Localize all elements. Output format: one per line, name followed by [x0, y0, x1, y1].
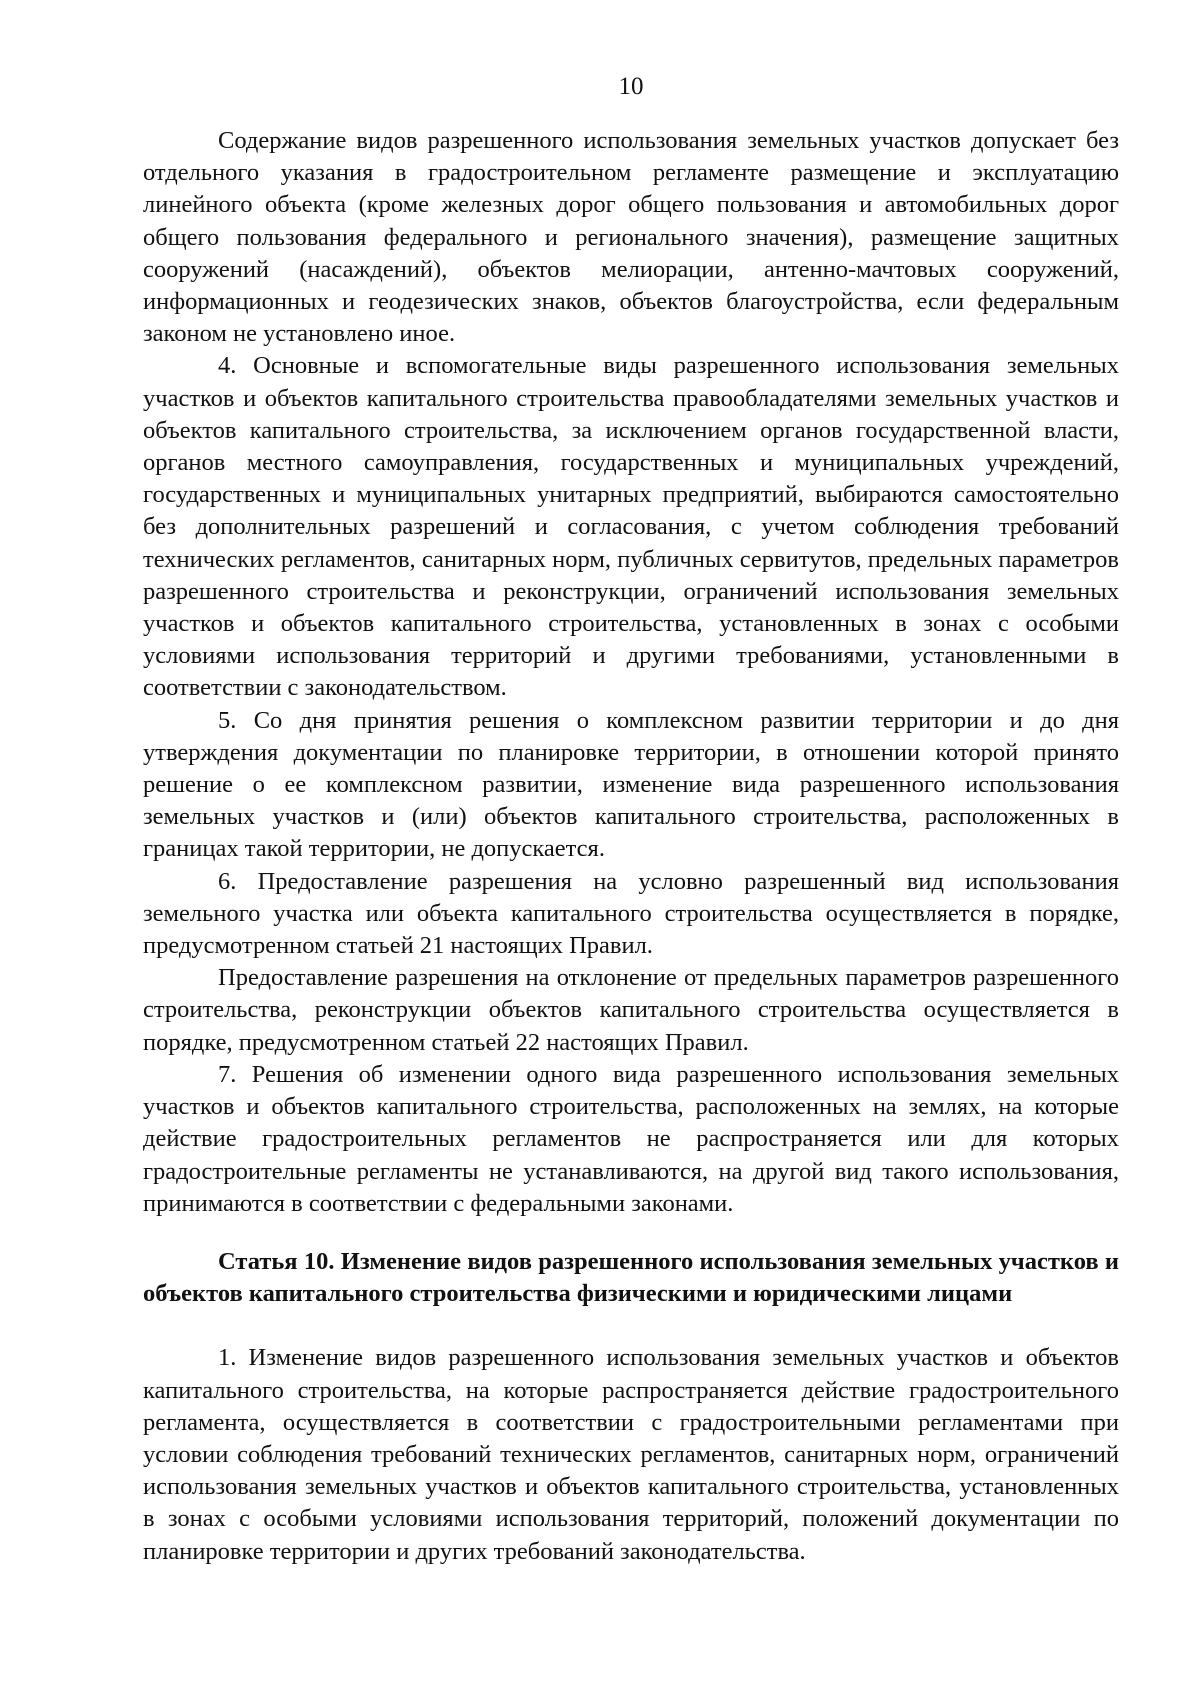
paragraph-item-7: 7. Решения об изменении одного вида разрешенного использования земельных участков и объектов капитального строительства, расположенных на землях, на которые действие градостроительных регламентов не распространяется или для которых градостроительные регламенты не устанавливаются, на другой вид такого использования, принимаются в соответствии с федеральными законами.	[143, 1060, 1119, 1217]
paragraph-item-6: 6. Предоставление разрешения на условно разрешенный вид использования земельного участка или объекта капитального строительства осуществляется в порядке, предусмотренном статьей 21 настоящих Правил.	[143, 867, 1119, 960]
paragraph-permitted-use-content: Содержание видов разрешенного использования земельных участков допускает без отдельного указания в градостроительном регламенте размещение и эксплуатацию линейного объекта (кроме железных дорог общего пользования и автомобильных дорог общего пользования федерального и регионального значения), размещение защитных сооружений (насаждений), объектов мелиорации, антенно-мачтовых сооружений, информационных и геодезических знаков, объектов благоустройства, если федеральным законом не установлено иное.	[143, 127, 1119, 348]
article-10-heading: Статья 10. Изменение видов разрешенного использования земельных участков и объектов капитального строительства физическими и юридическими лицами	[143, 1247, 1119, 1308]
page-number: 10	[618, 73, 644, 100]
paragraph-item-5: 5. Со дня принятия решения о комплексном развитии территории и до дня утверждения документации по планировке территории, в отношении которой принято решение о ее комплексном развитии, изменение вида разрешенного использования земельных участков и (или) объектов капитального строительства, расположенных в границах такой территории, не допускается.	[143, 706, 1119, 863]
paragraph-item-4: 4. Основные и вспомогательные виды разрешенного использования земельных участков и объектов капитального строительства правообладателями земельных участков и объектов капитального строительства, за исключением органов государственной власти, органов местного самоуправления, государственных и муниципальных учреждений, государственных и муниципальных унитарных предприятий, выбираются самостоятельно без дополнительных разрешений и согласования, с учетом соблюдения требований технических регламентов, санитарных норм, публичных сервитутов, предельных параметров разрешенного строительства и реконструкции, ограничений использования земельных участков и объектов капитального строительства, установленных в зонах с особыми условиями использования территорий и другими требованиями, установленными в соответствии с законодательством.	[143, 352, 1119, 702]
paragraph-article-10-item-1: 1. Изменение видов разрешенного использования земельных участков и объектов капитального строительства, на которые распространяется действие градостроительного регламента, осуществляется в соответствии с градостроительными регламентами при условии соблюдения требований технических регламентов, санитарных норм, ограничений использования земельных участков и объектов капитального строительства, установленных в зонах с особыми условиями использования территорий, положений документации по планировке территории и других требований законодательства.	[143, 1344, 1119, 1565]
paragraph-deviation-permit: Предоставление разрешения на отклонение от предельных параметров разрешенного строительства, реконструкции объектов капитального строительства осуществляется в порядке, предусмотренном статьей 22 настоящих Правил.	[143, 964, 1119, 1056]
document-body	[143, 125, 1119, 1568]
